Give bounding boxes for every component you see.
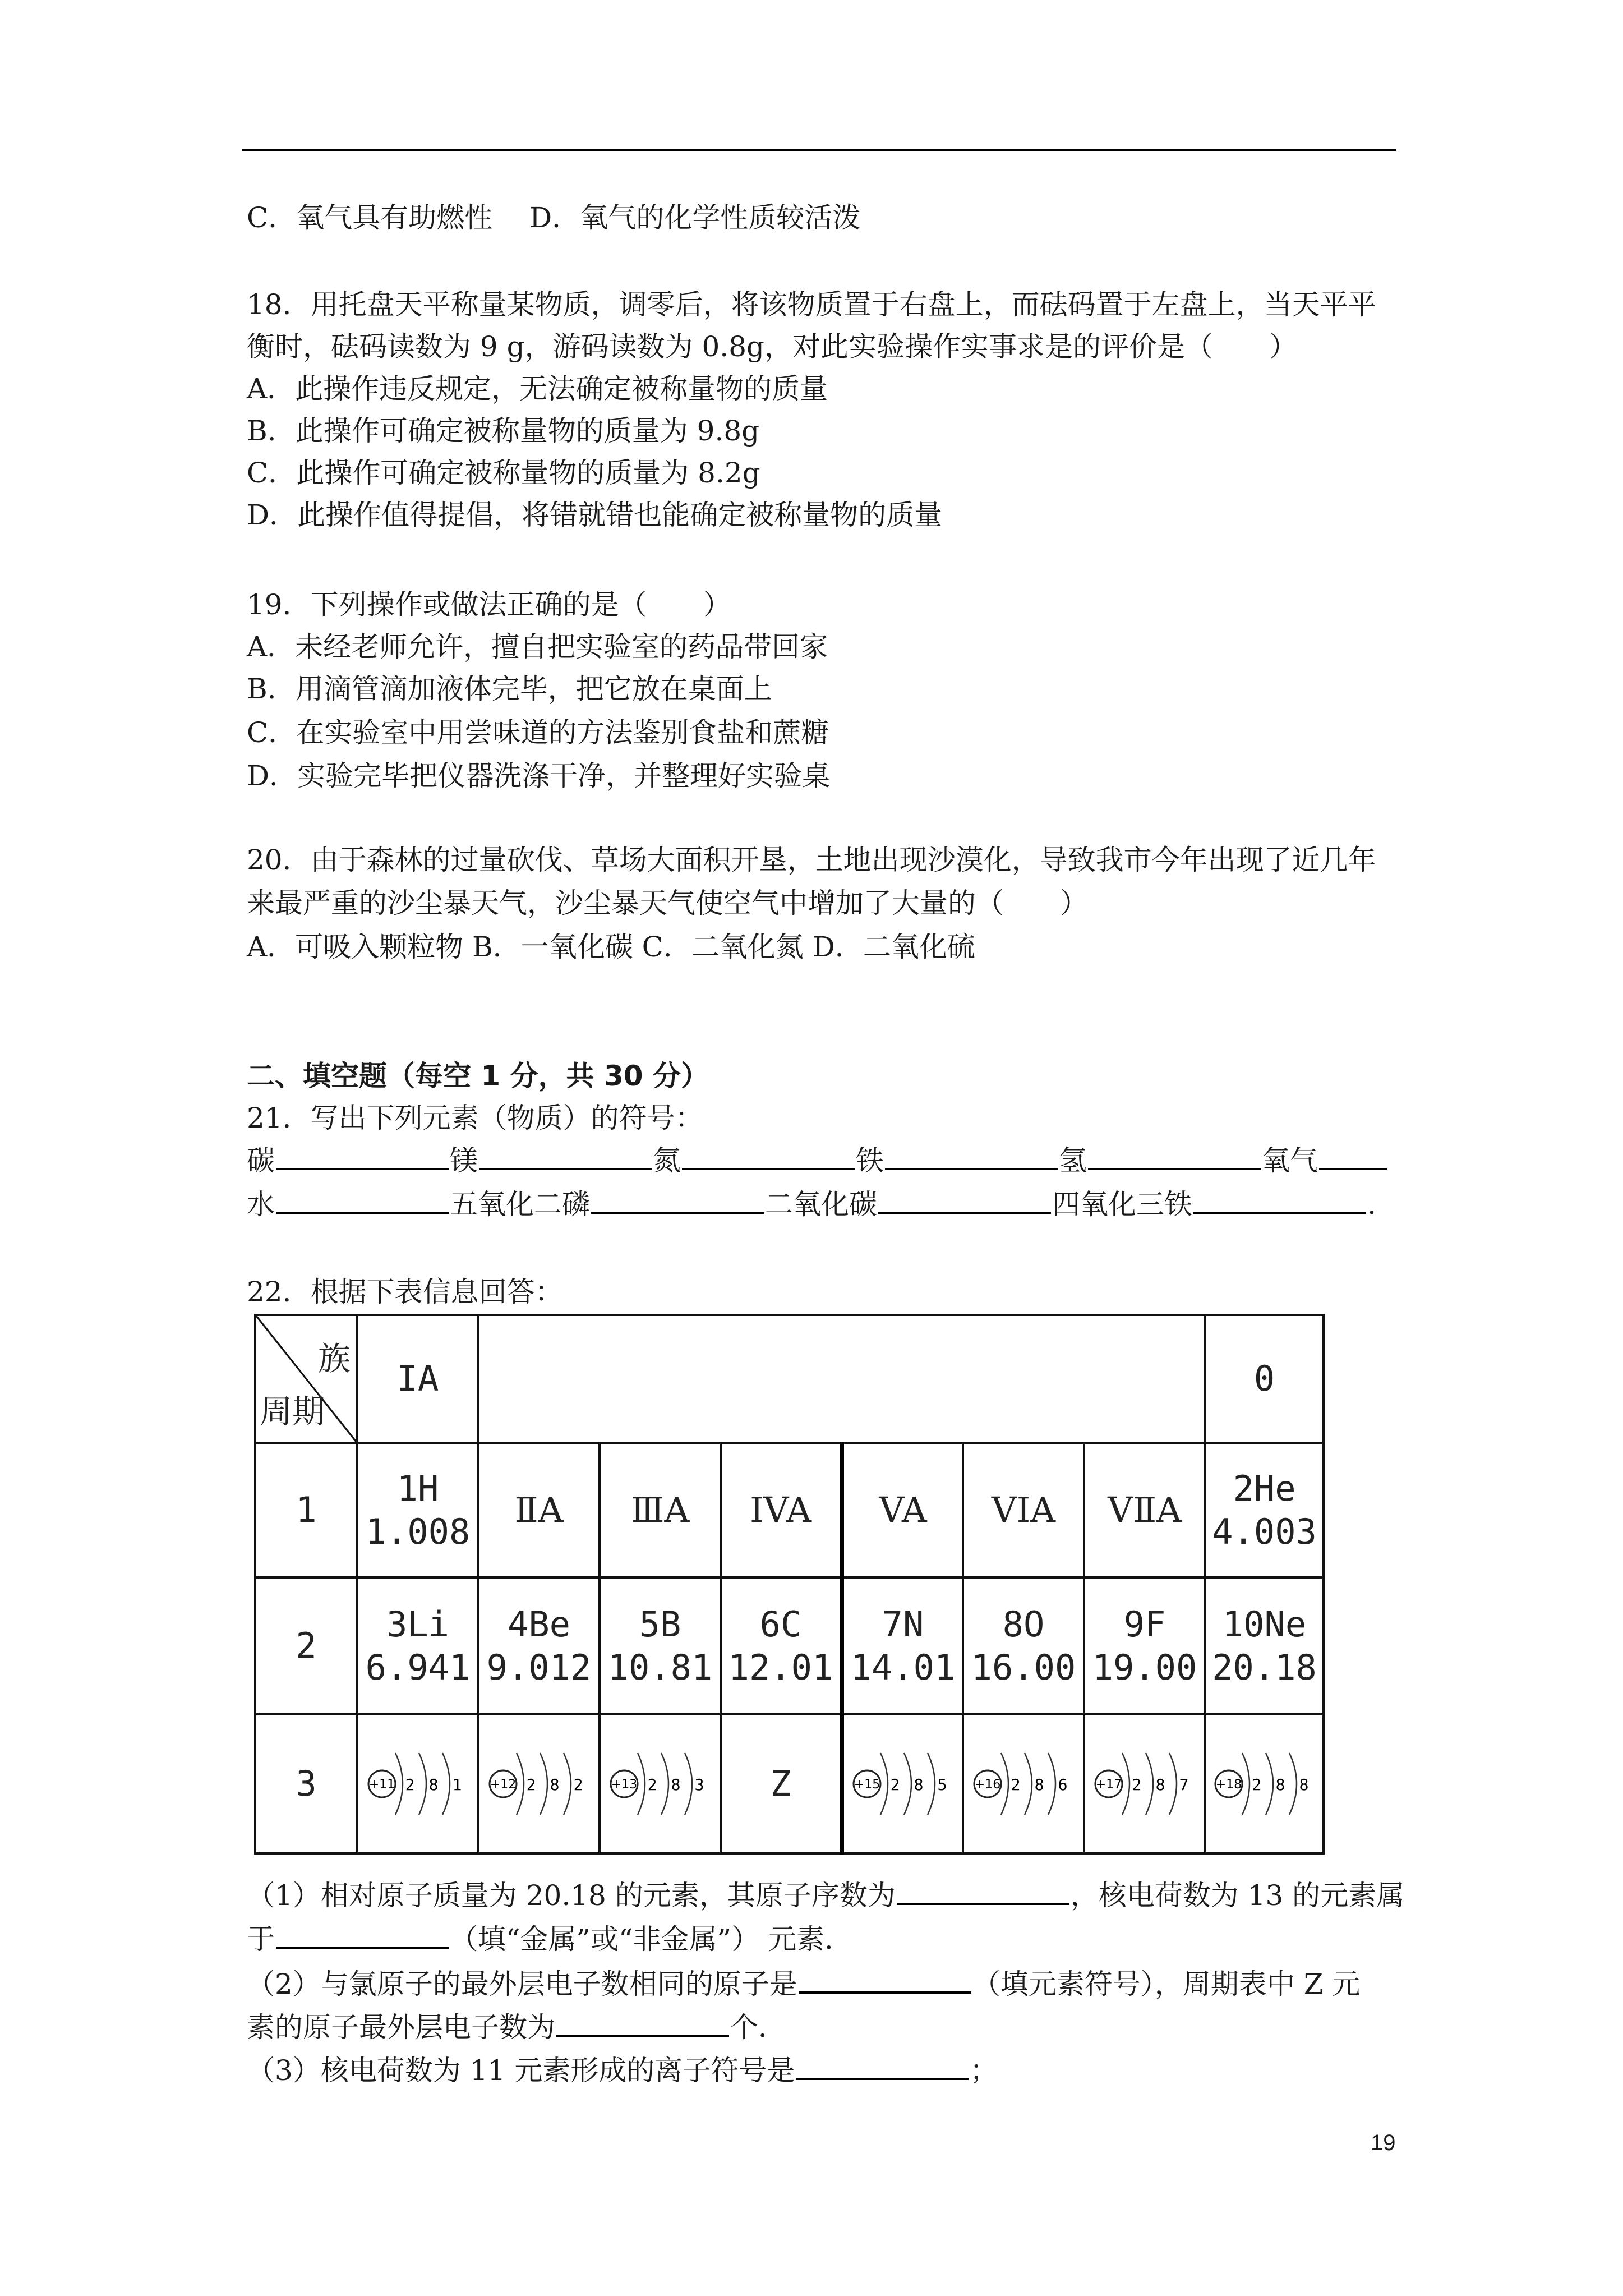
q19-option-a: A．未经老师允许，擅自把实验室的药品带回家 [247, 631, 828, 663]
q21-label: 四氧化三铁 [1052, 1188, 1192, 1221]
q22-sub2-line2 [247, 2005, 786, 2049]
question-text: 个． [730, 2011, 786, 2044]
shell-electron-count: 8 [1155, 1775, 1165, 1794]
question-text: （1）相对原子质量为 20.18 的元素，其原子序数为 [247, 1879, 896, 1912]
electron-shell-arc [928, 1753, 935, 1815]
period-label: 2 [255, 1577, 357, 1714]
question-text: ； [970, 2054, 998, 2087]
q17-options-cd: C．氧气具有助燃性 D．氧气的化学性质较活泼 [247, 201, 861, 234]
q18-option-b: B．此操作可确定被称量物的质量为 9.8g [247, 415, 760, 447]
shell-electron-count: 8 [1034, 1775, 1044, 1794]
q21-label: 五氧化二磷 [450, 1188, 590, 1221]
answer-blank[interactable] [556, 2005, 729, 2037]
electron-shell-arc [1146, 1753, 1153, 1815]
q21-label: 镁 [450, 1144, 478, 1177]
q18-option-a: A．此操作违反规定，无法确定被称量物的质量 [247, 372, 828, 405]
electron-shell-arc [1048, 1753, 1055, 1815]
electron-shell-arc [661, 1753, 668, 1815]
electron-shell-arc [1266, 1753, 1273, 1815]
group-header: VIA [963, 1443, 1084, 1577]
atom-structure-diagram [963, 1714, 1084, 1853]
q19-option-b: B．用滴管滴加液体完毕，把它放在桌面上 [247, 673, 772, 705]
answer-blank[interactable] [799, 1962, 971, 1994]
element-cell: 7N 14.01 [842, 1577, 963, 1714]
electron-shell-arc [540, 1753, 547, 1815]
element-cell: 9F 19.00 [1084, 1577, 1205, 1714]
element-cell: 4Be 9.012 [478, 1577, 600, 1714]
q18-stem-line2: 衡时，砝码读数为 9 g，游码读数为 0.8g，对此实验操作实事求是的评价是（ ） [247, 330, 1298, 363]
question-text: 于 [247, 1923, 275, 1955]
answer-blank[interactable] [682, 1139, 855, 1170]
electron-shell-arc [442, 1753, 450, 1815]
answer-blank[interactable] [796, 2049, 969, 2080]
answer-blank[interactable] [276, 1182, 449, 1214]
element-cell-He [1205, 1443, 1324, 1577]
q21-label: 碳 [247, 1144, 275, 1177]
shell-electron-count: 2 [890, 1775, 900, 1794]
nuclear-charge: +18 [1215, 1778, 1242, 1792]
shell-electron-count: 8 [1299, 1775, 1308, 1794]
element-cell: 10Ne 20.18 [1205, 1577, 1324, 1714]
group-header: VA [842, 1443, 963, 1577]
atom-structure-diagram [478, 1714, 600, 1853]
q21-stem: 21．写出下列元素（物质）的符号： [247, 1102, 703, 1134]
question-text: ，核电荷数为 13 的元素属 [1070, 1879, 1405, 1912]
nuclear-charge: +12 [490, 1778, 517, 1792]
question-text: （填“金属”或“非金属”） 元素． [450, 1923, 853, 1955]
header-rule [242, 149, 1396, 151]
q19-stem: 19．下列操作或做法正确的是（ ） [247, 588, 731, 621]
q22-stem: 22．根据下表信息回答： [247, 1276, 563, 1308]
nuclear-charge: +11 [368, 1778, 395, 1792]
nuclear-charge: +17 [1095, 1778, 1122, 1792]
element-cell: 8O 16.00 [963, 1577, 1084, 1714]
answer-blank[interactable] [276, 1139, 449, 1170]
period-label: 1 [255, 1443, 357, 1577]
shell-electron-count: 8 [914, 1775, 924, 1794]
q21-label: 氮 [653, 1144, 681, 1177]
q18-stem-line1: 18．用托盘天平称量某物质，调零后，将该物质置于右盘上，而砝码置于左盘上，当天平平 [247, 288, 1376, 321]
answer-blank[interactable] [897, 1874, 1069, 1905]
answer-blank[interactable] [878, 1182, 1051, 1214]
q22-sub1-line1 [247, 1874, 1404, 1917]
shell-electron-count: 2 [1132, 1775, 1142, 1794]
element-symbol: 2He [1233, 1467, 1296, 1509]
table-corner-cell [255, 1315, 357, 1443]
nuclear-charge: +13 [611, 1778, 638, 1792]
question-text: （2）与氯原子的最外层电子数相同的原子是 [247, 1968, 797, 2000]
q21-row1 [247, 1139, 1389, 1182]
answer-blank[interactable] [479, 1139, 652, 1170]
shell-electron-count: 6 [1058, 1775, 1068, 1794]
q21-end: . [1367, 1188, 1376, 1221]
shell-electron-count: 2 [405, 1775, 415, 1794]
q21-row2 [247, 1182, 1376, 1226]
section-2-title: 二、填空题（每空 1 分，共 30 分） [247, 1060, 709, 1092]
shell-electron-count: 2 [526, 1775, 536, 1794]
periodic-table [254, 1314, 1325, 1855]
electron-shell-arc [1169, 1753, 1177, 1815]
group-header-blank [478, 1315, 1205, 1443]
q19-option-d: D．实验完毕把仪器洗涤干净，并整理好实验桌 [247, 760, 831, 792]
unknown-element-Z: Z [721, 1714, 842, 1853]
electron-shell-arc [638, 1753, 645, 1815]
shell-electron-count: 7 [1179, 1775, 1189, 1794]
atom-structure-diagram [1205, 1714, 1324, 1853]
header-group-label: 族 [317, 1340, 351, 1378]
atom-structure-diagram [357, 1714, 478, 1853]
group-header-IA: IA [357, 1315, 478, 1443]
electron-shell-arc [1242, 1753, 1249, 1815]
q22-sub1-line2 [247, 1917, 852, 1961]
shell-electron-count: 2 [1252, 1775, 1261, 1794]
q20-stem-line2: 来最严重的沙尘暴天气，沙尘暴天气使空气中增加了大量的（ ） [247, 887, 1088, 919]
shell-electron-count: 2 [573, 1775, 583, 1794]
q21-label: 氢 [1059, 1144, 1087, 1177]
shell-electron-count: 8 [550, 1775, 560, 1794]
period-label: 3 [255, 1714, 357, 1853]
q21-label: 氧气 [1262, 1144, 1318, 1177]
electron-shell-arc [1289, 1753, 1297, 1815]
group-header: VⅡA [1084, 1443, 1205, 1577]
element-cell-H [357, 1443, 478, 1577]
element-cell: 6C 12.01 [721, 1577, 842, 1714]
atom-structure-diagram [842, 1714, 963, 1853]
q21-label: 水 [247, 1188, 275, 1221]
shell-electron-count: 3 [694, 1775, 704, 1794]
group-header: IVA [721, 1443, 842, 1577]
q20-stem-line1: 20．由于森林的过量砍伐、草场大面积开垦，土地出现沙漠化，导致我市今年出现了近几年 [247, 844, 1376, 876]
answer-blank[interactable] [1088, 1139, 1261, 1170]
atom-structure-diagram [1084, 1714, 1205, 1853]
electron-shell-arc [1122, 1753, 1129, 1815]
q21-label: 二氧化碳 [765, 1188, 877, 1221]
shell-electron-count: 2 [1011, 1775, 1021, 1794]
q18-option-d: D．此操作值得提倡，将错就错也能确定被称量物的质量 [247, 499, 943, 531]
answer-blank[interactable] [276, 1917, 449, 1949]
q18-option-c: C．此操作可确定被称量物的质量为 8.2g [247, 457, 760, 489]
shell-electron-count: 8 [671, 1775, 681, 1794]
answer-blank[interactable] [591, 1182, 764, 1214]
page-number: 19 [1371, 2131, 1396, 2155]
question-text: （填元素符号），周期表中 Z 元 [972, 1968, 1361, 2000]
electron-shell-arc [685, 1753, 692, 1815]
answer-blank[interactable] [1193, 1182, 1366, 1214]
shell-electron-count: 5 [937, 1775, 947, 1794]
element-cell: 5B 10.81 [600, 1577, 721, 1714]
electron-shell-arc [517, 1753, 524, 1815]
question-text: 素的原子最外层电子数为 [247, 2011, 555, 2044]
shell-electron-count: 8 [428, 1775, 439, 1794]
q19-option-c: C．在实验室中用尝味道的方法鉴别食盐和蔗糖 [247, 716, 829, 749]
atomic-mass: 1.008 [365, 1511, 471, 1552]
electron-shell-arc [880, 1753, 888, 1815]
answer-blank[interactable] [1319, 1139, 1387, 1170]
q20-options: A．可吸入颗粒物 B．一氧化碳 C．二氧化氮 D．二氧化硫 [247, 931, 975, 963]
element-symbol: 1H [396, 1467, 439, 1509]
element-cell: 3Li 6.941 [357, 1577, 478, 1714]
group-header: ⅢA [600, 1443, 721, 1577]
shell-electron-count: 8 [1275, 1775, 1285, 1794]
electron-shell-arc [1001, 1753, 1008, 1815]
nuclear-charge: +16 [974, 1778, 1001, 1792]
header-period-label: 周期 [260, 1392, 325, 1430]
electron-shell-arc [564, 1753, 571, 1815]
electron-shell-arc [904, 1753, 911, 1815]
electron-shell-arc [395, 1753, 403, 1815]
group-header-0: 0 [1205, 1315, 1324, 1443]
group-header: ⅡA [478, 1443, 600, 1577]
electron-shell-arc [1025, 1753, 1032, 1815]
q22-sub2-line1 [247, 1962, 1360, 2005]
shell-electron-count: 1 [452, 1775, 462, 1794]
atomic-mass: 4.003 [1212, 1511, 1317, 1552]
electron-shell-arc [419, 1753, 426, 1815]
nuclear-charge: +15 [854, 1778, 880, 1792]
answer-blank[interactable] [885, 1139, 1058, 1170]
shell-electron-count: 2 [647, 1775, 657, 1794]
atom-structure-diagram [600, 1714, 721, 1853]
question-text: （3）核电荷数为 11 元素形成的离子符号是 [247, 2054, 795, 2087]
q22-sub3 [247, 2049, 998, 2092]
q21-label: 铁 [856, 1144, 884, 1177]
